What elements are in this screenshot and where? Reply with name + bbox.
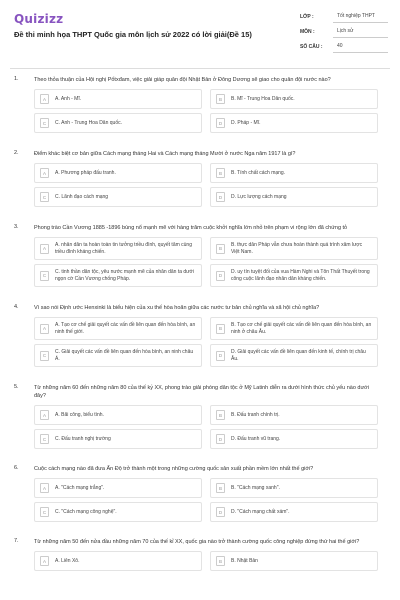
- meta-label: SỐ CÂU :: [300, 44, 323, 50]
- answer-option-a[interactable]: [34, 317, 202, 340]
- answer-option-c[interactable]: [34, 429, 202, 449]
- option-text: D. Giải quyết các vấn đề liên quan đến kinh tế, chính trị châu Âu.: [231, 349, 366, 362]
- answer-option-b[interactable]: [210, 551, 378, 571]
- option-letter-box: D: [216, 192, 225, 202]
- answer-option-d[interactable]: [210, 187, 378, 207]
- option-text: B. Mĩ - Trung Hoa Dân quốc.: [231, 95, 295, 102]
- question-text: Phong trào Cần Vương 1885 -1896 bùng nổ mạnh mẽ với hàng trăm cuộc khởi nghĩa lớn nhỏ trên phạm vi rộng lớn đã chứng tỏ: [34, 225, 348, 231]
- meta-row-subject: [300, 27, 390, 40]
- answer-option-b[interactable]: [210, 478, 378, 498]
- question-item: [0, 76, 400, 137]
- answer-options: [34, 163, 378, 211]
- option-text: A. Tạo cơ chế giải quyết các vấn đề liên quan đến hòa bình, an ninh thế giới.: [55, 322, 196, 335]
- question-text: Từ những năm 60 đến những năm 80 của thế kỷ XX, phong trào giải phóng dân tộc ở Mỹ Latinh diễn ra dưới hình thức chủ yếu nào dưới đây?: [34, 385, 370, 399]
- answer-option-d[interactable]: [210, 344, 378, 367]
- answer-options: [34, 89, 378, 137]
- option-letter-box: A: [40, 244, 49, 254]
- question-text: Điểm khác biệt cơ bản giữa Cách mạng tháng Hai và Cách mạng tháng Mười ở nước Nga năm 1917 là gì?: [34, 151, 296, 157]
- answer-option-b[interactable]: [210, 163, 378, 183]
- option-text: A. "Cách mạng trắng".: [55, 484, 105, 491]
- answer-option-b[interactable]: [210, 237, 378, 260]
- answer-options: [34, 478, 378, 526]
- option-letter-box: C: [40, 271, 49, 281]
- option-letter-box: B: [216, 244, 225, 254]
- option-text: C. Lãnh đạo cách mạng: [55, 193, 109, 200]
- answer-options: [34, 317, 378, 371]
- option-letter-box: B: [216, 556, 225, 566]
- question-text: Vì sao nói Định ước Henxinki là biểu hiện của xu thế hòa hoãn giữa các nước tư bản chủ nghĩa và xã hội chủ nghĩa?: [34, 305, 320, 311]
- option-letter-box: B: [216, 94, 225, 104]
- meta-value-field: Lịch sử: [333, 27, 388, 38]
- option-text: A. nhân dân ta hoàn toàn tin tưởng triều đình, quyết tâm cùng triều đình kháng chiến.: [55, 242, 192, 255]
- option-text: B. thực dân Pháp vẫn chưa hoàn thành quá trình xâm lược Việt Nam.: [231, 242, 363, 255]
- question-text: Theo thỏa thuận của Hội nghị Pốtxđam, việc giải giáp quân đội Nhật Bản ở Đông Dương sẽ giao cho quân đội nước nào?: [34, 77, 331, 83]
- option-letter-box: C: [40, 192, 49, 202]
- option-letter-box: B: [216, 483, 225, 493]
- header-divider: [10, 68, 390, 69]
- option-text: B. Tính chất cách mạng.: [231, 169, 286, 176]
- option-letter-box: C: [40, 507, 49, 517]
- option-text: C. Giải quyết các vấn đề liên quan đến hòa bình, an ninh châu Á.: [55, 349, 194, 362]
- answer-option-b[interactable]: [210, 405, 378, 425]
- option-letter-box: C: [40, 118, 49, 128]
- option-letter-box: A: [40, 483, 49, 493]
- option-text: D. Pháp - Mĩ.: [231, 119, 261, 126]
- option-letter-box: D: [216, 351, 225, 361]
- answer-option-a[interactable]: [34, 478, 202, 498]
- option-text: C. Đấu tranh nghị trường: [55, 435, 111, 442]
- question-item: [0, 465, 400, 526]
- answer-option-d[interactable]: [210, 113, 378, 133]
- answer-option-a[interactable]: [34, 237, 202, 260]
- option-letter-box: A: [40, 94, 49, 104]
- question-number: 6.: [14, 465, 19, 471]
- option-letter-box: A: [40, 324, 49, 334]
- answer-options: [34, 551, 378, 575]
- option-letter-box: A: [40, 168, 49, 178]
- answer-option-b[interactable]: [210, 317, 378, 340]
- meta-label: MÔN :: [300, 29, 315, 35]
- worksheet-meta: [300, 12, 390, 57]
- question-item: [0, 150, 400, 211]
- option-letter-box: B: [216, 410, 225, 420]
- option-text: D. uy tín tuyệt đối của vua Hàm Nghi và Tôn Thất Thuyết trong công cuộc lãnh đạo nhân dân kháng chiến.: [231, 269, 370, 282]
- option-letter-box: B: [216, 168, 225, 178]
- meta-row-count: [300, 42, 390, 55]
- answer-option-a[interactable]: [34, 163, 202, 183]
- worksheet-header: [0, 0, 400, 70]
- meta-row-class: [300, 12, 390, 25]
- question-item: [0, 538, 400, 575]
- option-letter-box: A: [40, 410, 49, 420]
- option-text: D. "Cách mạng chất xám".: [231, 508, 290, 515]
- option-text: B. "Cách mạng xanh".: [231, 484, 280, 491]
- option-text: A. Phương pháp đấu tranh.: [55, 169, 116, 176]
- option-text: B. Tạo cơ chế giải quyết các vấn đề liên quan đến hòa bình, an ninh ở châu Âu.: [231, 322, 372, 335]
- option-text: A. Bãi công, biểu tình.: [55, 411, 104, 418]
- question-text: Cuộc cách mạng nào đã đưa Ấn Độ trở thành một trong những cường quốc sản xuất phần mềm lớn nhất thế giới?: [34, 466, 314, 472]
- answer-option-d[interactable]: [210, 429, 378, 449]
- answer-option-a[interactable]: [34, 405, 202, 425]
- meta-value-field: Tốt nghiệp THPT: [333, 12, 388, 23]
- option-text: D. Đấu tranh vũ trang.: [231, 435, 281, 442]
- option-letter-box: D: [216, 271, 225, 281]
- answer-option-a[interactable]: [34, 89, 202, 109]
- answer-option-c[interactable]: [34, 502, 202, 522]
- question-item: [0, 224, 400, 291]
- answer-options: [34, 237, 378, 291]
- answer-option-c[interactable]: [34, 264, 202, 287]
- question-list: [0, 76, 400, 587]
- option-letter-box: D: [216, 118, 225, 128]
- option-text: B. Đấu tranh chính trị.: [231, 411, 280, 418]
- answer-option-c[interactable]: [34, 187, 202, 207]
- question-number: 2.: [14, 150, 19, 156]
- option-text: C. Anh - Trung Hoa Dân quốc.: [55, 119, 122, 126]
- meta-label: LỚP :: [300, 14, 314, 20]
- answer-option-d[interactable]: [210, 502, 378, 522]
- option-text: A. Liên Xô.: [55, 557, 80, 564]
- question-text: Từ những năm 50 đến nửa đầu những năm 70 của thế kỉ XX, quốc gia nào trở thành cường quốc công nghiệp đứng thứ hai thế giới?: [34, 539, 360, 545]
- question-item: [0, 304, 400, 371]
- option-text: C. tinh thần dân tộc, yêu nước mạnh mẽ của nhân dân ta dưới ngọn cờ Cần Vương chống Pháp.: [55, 269, 194, 282]
- worksheet-title: Đề thi minh họa THPT Quốc gia môn lịch sử 2022 có lời giải(Đề 15): [14, 30, 252, 39]
- answer-option-a[interactable]: [34, 551, 202, 571]
- question-number: 7.: [14, 538, 19, 544]
- option-letter-box: C: [40, 434, 49, 444]
- question-number: 3.: [14, 224, 19, 230]
- answer-option-c[interactable]: [34, 113, 202, 133]
- option-letter-box: D: [216, 434, 225, 444]
- answer-option-d[interactable]: [210, 264, 378, 287]
- quizizz-logo: Quizizz: [14, 12, 64, 26]
- option-letter-box: C: [40, 351, 49, 361]
- question-number: 4.: [14, 304, 19, 310]
- option-text: B. Nhật Bản: [231, 557, 258, 564]
- meta-value-field: 40: [333, 42, 388, 53]
- answer-option-b[interactable]: [210, 89, 378, 109]
- answer-options: [34, 405, 378, 453]
- option-text: A. Anh - Mĩ.: [55, 95, 82, 102]
- option-letter-box: D: [216, 507, 225, 517]
- question-number: 5.: [14, 384, 19, 390]
- option-letter-box: B: [216, 324, 225, 334]
- option-text: D. Lực lượng cách mạng: [231, 193, 287, 200]
- answer-option-c[interactable]: [34, 344, 202, 367]
- question-number: 1.: [14, 76, 19, 82]
- question-item: [0, 384, 400, 453]
- option-letter-box: A: [40, 556, 49, 566]
- option-text: C. "Cách mạng công nghệ".: [55, 508, 117, 515]
